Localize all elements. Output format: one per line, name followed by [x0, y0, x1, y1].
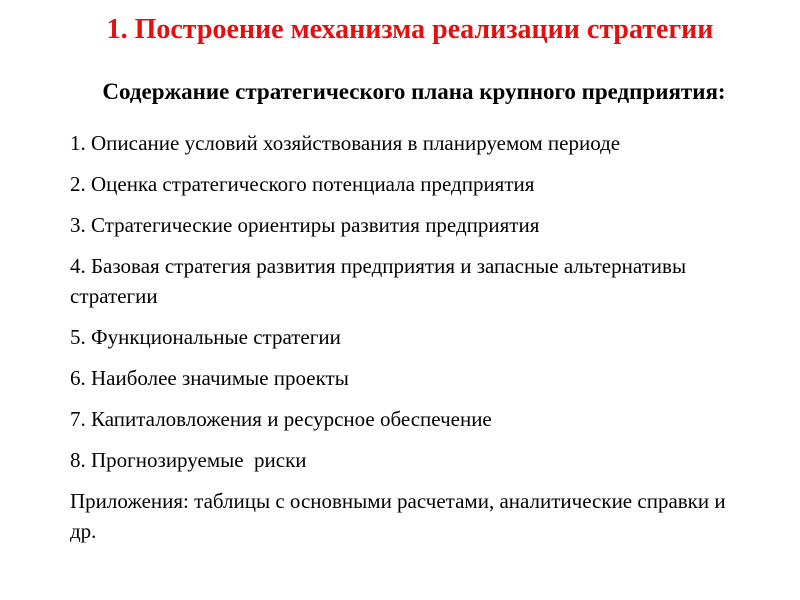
slide-subtitle: Содержание стратегического плана крупного предприятия:: [102, 79, 726, 104]
slide-title: 1. Построение механизма реализации стратегии: [106, 14, 714, 45]
appendix-note: Приложения: таблицы с основными расчетами, аналитические справки и др.: [70, 489, 731, 543]
list-item-2: 2. Оценка стратегического потенциала предприятия: [70, 172, 535, 196]
list-item-5: 5. Функциональные стратегии: [70, 325, 341, 349]
list-item-7: 7. Капиталовложения и ресурсное обеспечение: [70, 407, 492, 431]
list-item-8: 8. Прогнозируемые риски: [70, 448, 307, 472]
list-item-4: 4. Базовая стратегия развития предприятия и запасные альтернативы стратегии: [70, 254, 692, 308]
list-item-1: 1. Описание условий хозяйствования в планируемом периоде: [70, 131, 621, 155]
list-item-6: 6. Наиболее значимые проекты: [70, 366, 349, 390]
strategic-plan-list: [0, 128, 800, 546]
list-item-3: 3. Стратегические ориентиры развития предприятия: [70, 213, 540, 237]
